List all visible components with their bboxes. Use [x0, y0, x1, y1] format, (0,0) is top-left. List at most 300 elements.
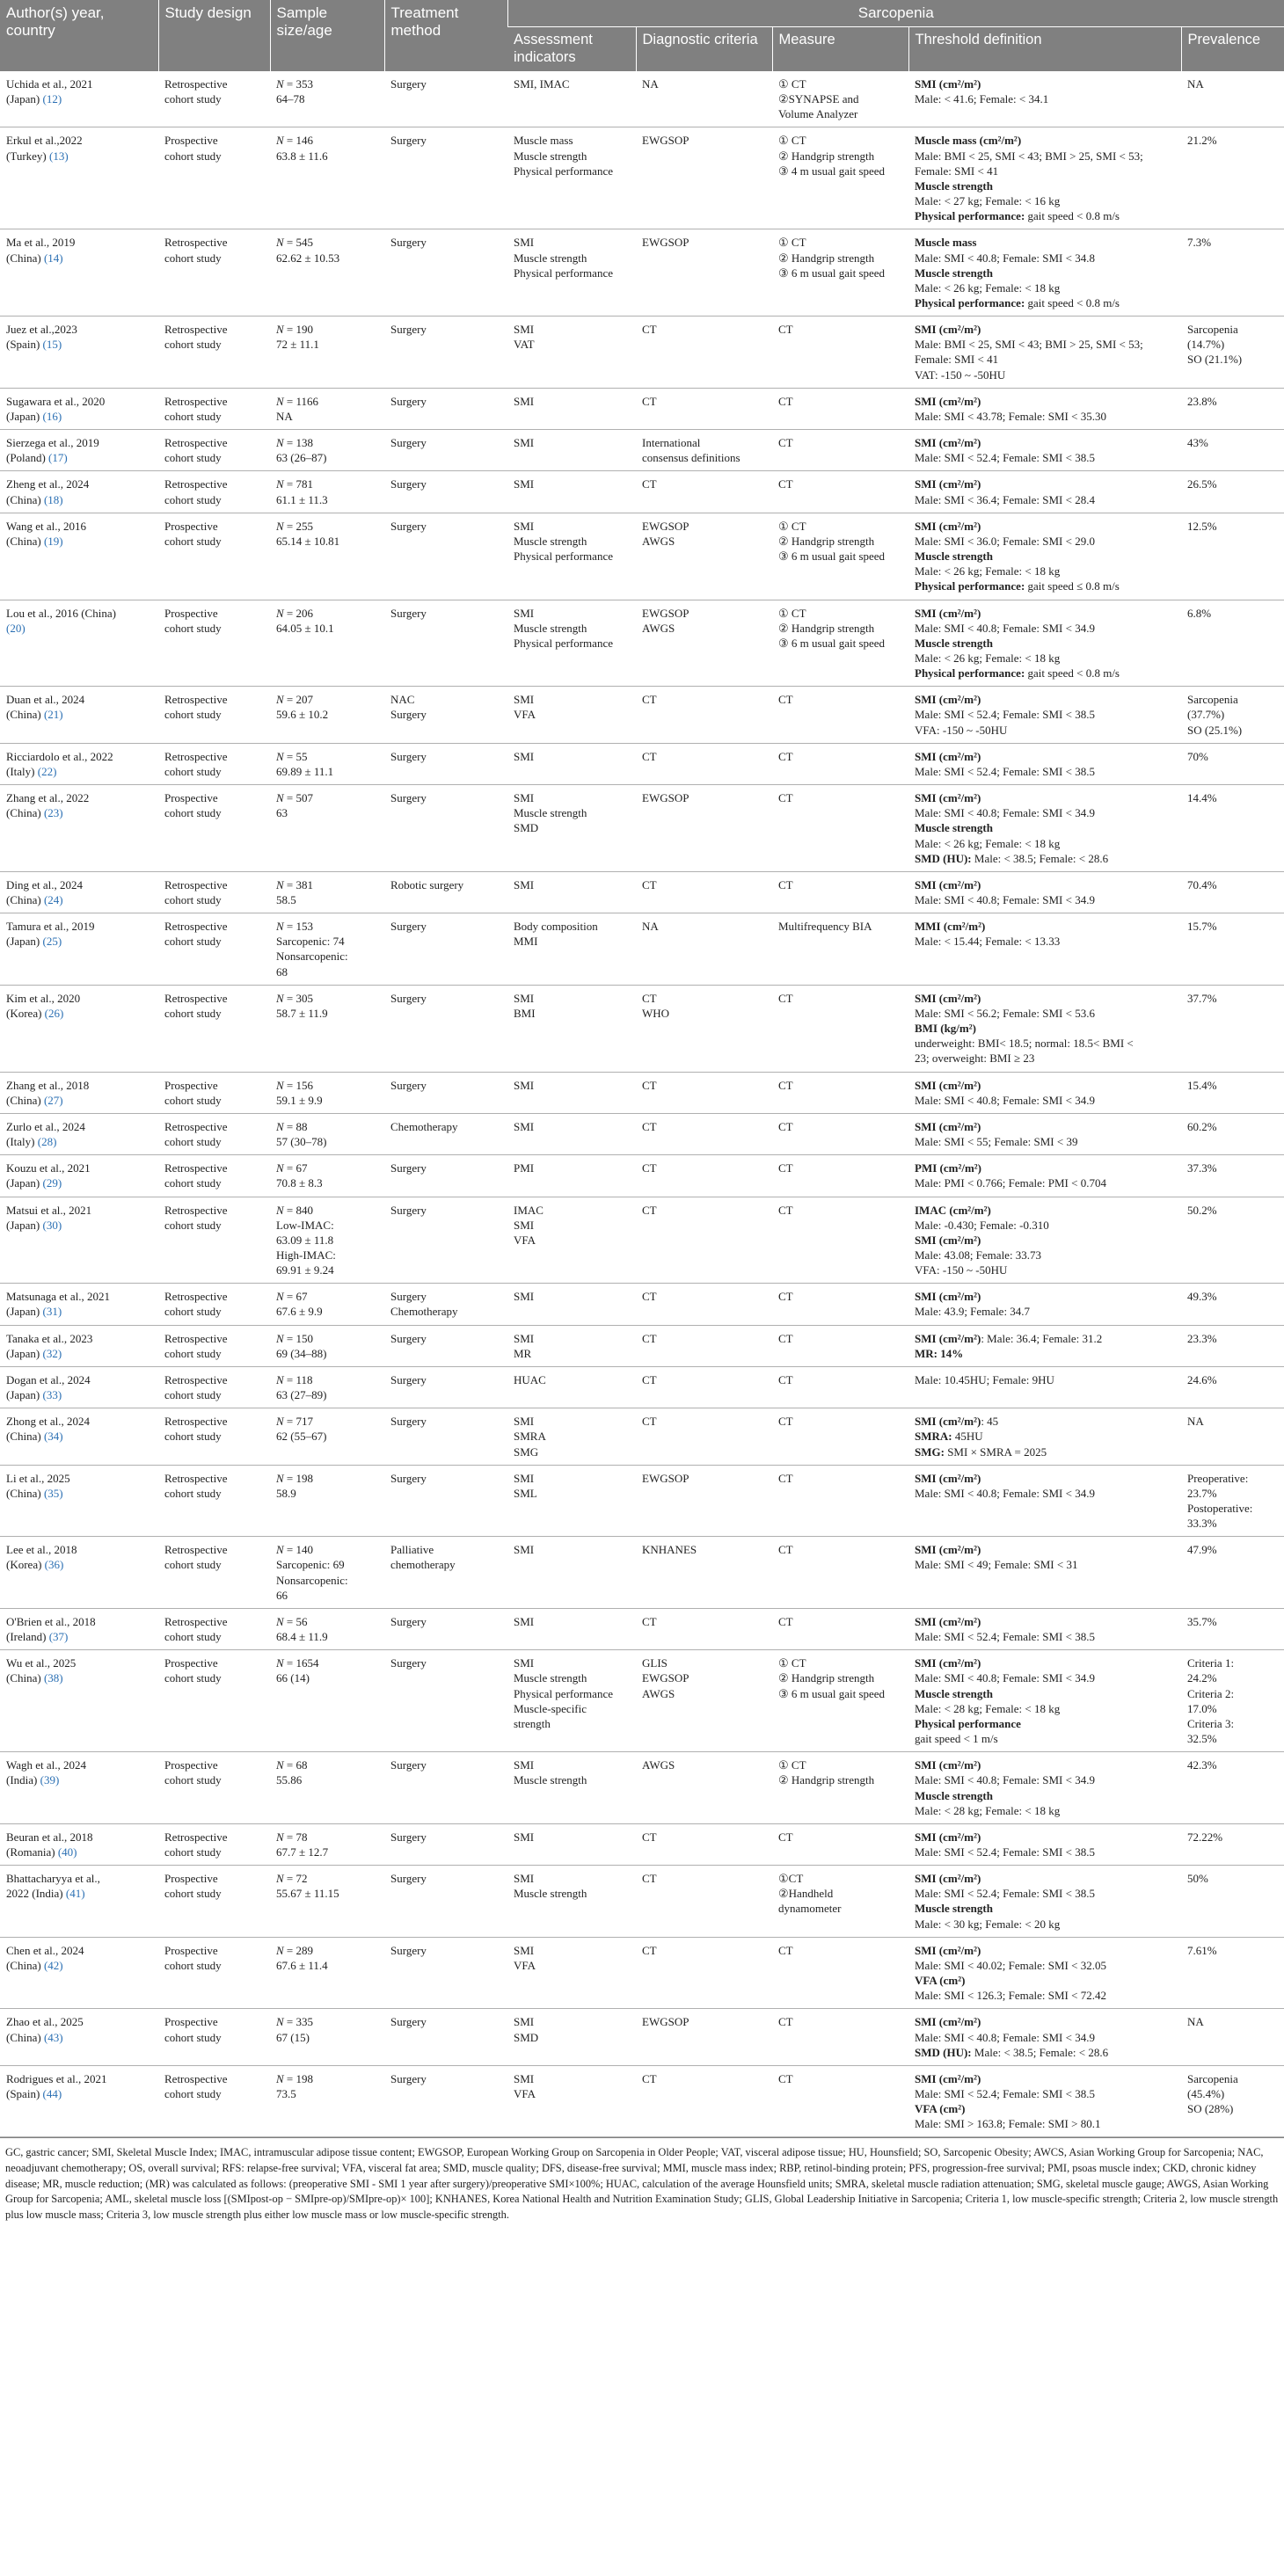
treatment-cell [384, 71, 507, 127]
prevalence-line: Criteria 2: [1187, 1686, 1235, 1700]
measure-line: ① CT [778, 236, 806, 250]
measure-cell [772, 687, 908, 743]
sample-size-line: 67 (15) [276, 2030, 310, 2044]
treatment-cell [384, 1823, 507, 1865]
sample-size-line: N = 840 [276, 1203, 314, 1217]
reference-link[interactable]: (31) [42, 1305, 62, 1319]
reference-link[interactable]: (28) [37, 1135, 57, 1149]
diagnostic-criteria-line: EWGSOP [642, 519, 689, 533]
prevalence-cell [1181, 1366, 1284, 1408]
assessment-indicators-line: Muscle strength [514, 251, 587, 265]
sample-size-line: 55.86 [276, 1773, 303, 1787]
assessment-indicators-line: Muscle strength [514, 1671, 587, 1685]
sample-size-cell [270, 1408, 384, 1465]
prevalence-cell [1181, 471, 1284, 513]
reference-link[interactable]: (20) [6, 621, 26, 635]
treatment-cell [384, 1284, 507, 1325]
sample-n-symbol: N [276, 1078, 284, 1092]
threshold-cell [908, 2065, 1181, 2137]
study-design-cell [158, 1650, 270, 1752]
measure-line: CT [778, 749, 793, 763]
sample-size-cell [270, 71, 384, 127]
threshold-cell [908, 1072, 1181, 1113]
diagnostic-criteria-line: WHO [642, 1006, 670, 1020]
sample-size-line: N = 305 [276, 991, 314, 1005]
treatment-cell [384, 913, 507, 986]
prevalence-cell [1181, 1752, 1284, 1824]
treatment-line: Surgery [390, 2015, 427, 2029]
diagnostic-criteria-cell [636, 2009, 772, 2065]
reference-link[interactable]: (17) [48, 451, 68, 465]
threshold-cell [908, 1113, 1181, 1154]
reference-link[interactable]: (25) [42, 935, 62, 949]
prevalence-cell [1181, 1408, 1284, 1465]
threshold-line [915, 76, 1175, 91]
reference-link[interactable]: (43) [43, 2030, 63, 2044]
table-header [0, 0, 1284, 71]
reference-link[interactable]: (35) [43, 1486, 63, 1500]
prevalence-line: 12.5% [1187, 519, 1217, 533]
threshold-line: Male: SMI < 36.4; Female: SMI < 28.4 [915, 492, 1095, 506]
assessment-indicators-line: VFA [514, 2087, 536, 2101]
treatment-line: Surgery [390, 1290, 427, 1304]
author-line: Wu et al., 2025 [6, 1656, 77, 1670]
assessment-indicators-cell [507, 1608, 636, 1649]
threshold-line: Male: SMI < 52.4; Female: SMI < 38.5 [915, 764, 1095, 778]
threshold-cell [908, 913, 1181, 986]
reference-link[interactable]: (19) [43, 534, 63, 548]
author-line: (Spain) (15) [6, 338, 62, 352]
assessment-indicators-line: Body composition [514, 920, 598, 934]
author-line: Zheng et al., 2024 [6, 477, 90, 491]
prevalence-cell [1181, 1072, 1284, 1113]
threshold-bold: SMI (cm²/m²) [915, 394, 981, 408]
treatment-cell [384, 1937, 507, 2009]
measure-line: CT [778, 1119, 793, 1133]
sample-size-line: N = 140 [276, 1543, 314, 1557]
sample-size-line: N = 67 [276, 1290, 308, 1304]
table-row [0, 2065, 1284, 2137]
measure-line: CT [778, 1290, 793, 1304]
author-line: Erkul et al.,2022 [6, 134, 83, 148]
measure-line: CT [778, 436, 793, 450]
diagnostic-criteria-line: CT [642, 877, 657, 891]
study-design-line: Retrospective [164, 1119, 228, 1133]
threshold-bold: SMI (cm²/m²) [915, 76, 981, 91]
author-line: Zhang et al., 2018 [6, 1078, 90, 1092]
measure-cell [772, 388, 908, 429]
threshold-line [915, 636, 1175, 651]
prevalence-cell [1181, 229, 1284, 317]
threshold-line [915, 1686, 1175, 1701]
prevalence-cell [1181, 1197, 1284, 1284]
threshold-line [915, 1655, 1175, 1670]
measure-cell [772, 1608, 908, 1649]
assessment-indicators-cell [507, 1408, 636, 1465]
prevalence-line: 50% [1187, 1872, 1208, 1886]
threshold-line [915, 1203, 1175, 1218]
author-line: (Ireland) (37) [6, 1630, 69, 1644]
assessment-indicators-cell [507, 1650, 636, 1752]
diagnostic-criteria-cell [636, 743, 772, 784]
diagnostic-criteria-line: CT [642, 1203, 657, 1217]
sample-n-symbol: N [276, 693, 284, 707]
assessment-indicators-cell [507, 71, 636, 127]
diagnostic-criteria-line: NA [642, 920, 659, 934]
diagnostic-criteria-cell [636, 1197, 772, 1284]
reference-link[interactable]: (27) [43, 1093, 63, 1107]
threshold-line: VFA: -150 ~ -50HU [915, 723, 1008, 737]
author-line: Matsui et al., 2021 [6, 1203, 92, 1217]
prevalence-cell [1181, 871, 1284, 913]
author-line: (Romania) (40) [6, 1845, 77, 1859]
treatment-cell [384, 1537, 507, 1609]
sample-size-cell [270, 743, 384, 784]
sample-n-symbol: N [276, 791, 284, 805]
study-design-line: Retrospective [164, 1331, 228, 1345]
assessment-indicators-line: SMI [514, 991, 535, 1005]
assessment-indicators-cell [507, 743, 636, 784]
reference-link[interactable]: (16) [42, 409, 62, 423]
author-line: (Poland) (17) [6, 451, 68, 465]
prevalence-line: NA [1187, 1415, 1204, 1429]
study-design-line: cohort study [164, 1176, 222, 1190]
author-cell [0, 1608, 158, 1649]
assessment-indicators-line: SMI, IMAC [514, 76, 570, 91]
author-cell [0, 317, 158, 389]
reference-link[interactable]: (33) [42, 1388, 62, 1402]
header-diagnostic-criteria: Diagnostic criteria [636, 27, 772, 71]
reference-link[interactable]: (23) [43, 806, 63, 820]
prevalence-cell [1181, 1465, 1284, 1537]
threshold-bold: SMI (cm²/m²) [915, 2071, 981, 2085]
diagnostic-criteria-cell [636, 1155, 772, 1197]
author-line: (China) (35) [6, 1486, 63, 1500]
reference-link[interactable]: (29) [42, 1176, 62, 1190]
reference-link[interactable]: (24) [43, 893, 63, 907]
prevalence-cell [1181, 1608, 1284, 1649]
diagnostic-criteria-cell [636, 1650, 772, 1752]
author-line: Sugawara et al., 2020 [6, 394, 106, 408]
sample-n-symbol: N [276, 436, 284, 450]
assessment-indicators-line: SMI [514, 2015, 535, 2029]
prevalence-line: NA [1187, 76, 1204, 91]
reference-link[interactable]: (14) [43, 251, 63, 265]
reference-link[interactable]: (21) [43, 708, 63, 722]
reference-link[interactable]: (30) [42, 1218, 62, 1232]
study-design-cell [158, 985, 270, 1072]
sample-size-line: 70.8 ± 8.3 [276, 1176, 323, 1190]
table-row [0, 1408, 1284, 1465]
study-design-cell [158, 388, 270, 429]
sample-size-line: 63 (26–87) [276, 451, 327, 465]
reference-link[interactable]: (40) [57, 1845, 77, 1859]
study-design-cell [158, 1325, 270, 1366]
measure-line: CT [778, 1543, 793, 1557]
sample-size-line: N = 781 [276, 477, 314, 491]
assessment-indicators-cell [507, 1325, 636, 1366]
diagnostic-criteria-line: CT [642, 749, 657, 763]
reference-link[interactable]: (22) [37, 764, 57, 778]
assessment-indicators-cell [507, 1284, 636, 1325]
prevalence-cell [1181, 985, 1284, 1072]
treatment-line: Surgery [390, 1372, 427, 1386]
measure-line: ① CT [778, 606, 806, 620]
sample-n-symbol: N [276, 1331, 284, 1345]
treatment-line: Surgery [390, 323, 427, 337]
study-design-cell [158, 2009, 270, 2065]
sample-size-line: 58.5 [276, 893, 296, 907]
treatment-line: Surgery [390, 1758, 427, 1772]
sample-n-symbol: N [276, 134, 284, 148]
author-line: (China) (24) [6, 893, 63, 907]
study-design-line: Prospective [164, 1656, 218, 1670]
threshold-line: Male: SMI < 56.2; Female: SMI < 53.6 [915, 1006, 1095, 1020]
prevalence-line: 14.4% [1187, 791, 1217, 805]
author-line: Lee et al., 2018 [6, 1543, 77, 1557]
sample-n-symbol: N [276, 606, 284, 620]
measure-line: CT [778, 1203, 793, 1217]
threshold-line: gait speed < 1 m/s [915, 1732, 998, 1746]
threshold-line: Female: SMI < 41 [915, 353, 999, 367]
measure-cell [772, 1823, 908, 1865]
sample-size-line: 67.6 ± 9.9 [276, 1305, 323, 1319]
measure-cell [772, 1866, 908, 1938]
threshold-line: Male: SMI < 52.4; Female: SMI < 38.5 [915, 708, 1095, 722]
sample-size-line: 66 (14) [276, 1671, 310, 1685]
sample-size-line: N = 507 [276, 791, 314, 805]
diagnostic-criteria-cell [636, 1113, 772, 1154]
threshold-line: Male: 10.45HU; Female: 9HU [915, 1372, 1054, 1386]
sample-size-line: N = 289 [276, 1943, 314, 1957]
sample-size-line: 63.09 ± 11.8 [276, 1233, 334, 1247]
threshold-line [915, 519, 1175, 534]
study-design-line: Prospective [164, 791, 218, 805]
prevalence-cell [1181, 2009, 1284, 2065]
threshold-line: SMG: SMI × SMRA = 2025 [915, 1444, 1047, 1459]
prevalence-line: NA [1187, 2015, 1204, 2029]
threshold-line [915, 991, 1175, 1006]
assessment-indicators-cell [507, 229, 636, 317]
author-cell [0, 1866, 158, 1938]
diagnostic-criteria-line: AWGS [642, 621, 675, 635]
prevalence-line: 6.8% [1187, 606, 1212, 620]
author-line: Kim et al., 2020 [6, 991, 81, 1005]
sample-size-cell [270, 1325, 384, 1366]
sample-n-symbol: N [276, 323, 284, 337]
study-design-line: cohort study [164, 409, 222, 423]
study-design-line: Retrospective [164, 1415, 228, 1429]
threshold-cell [908, 388, 1181, 429]
author-line: Ding et al., 2024 [6, 877, 84, 891]
diagnostic-criteria-cell [636, 127, 772, 229]
study-design-line: Prospective [164, 1078, 218, 1092]
diagnostic-criteria-cell [636, 985, 772, 1072]
study-design-line: Retrospective [164, 693, 228, 707]
study-design-line: cohort study [164, 935, 222, 949]
sample-n-symbol: N [276, 2015, 284, 2029]
study-design-line: Retrospective [164, 477, 228, 491]
threshold-line [915, 178, 1175, 193]
measure-cell [772, 1465, 908, 1537]
threshold-cell [908, 1197, 1181, 1284]
measure-cell [772, 785, 908, 872]
diagnostic-criteria-line: CT [642, 1078, 657, 1092]
threshold-cell [908, 1937, 1181, 2009]
author-cell [0, 1325, 158, 1366]
table-row [0, 985, 1284, 1072]
reference-link[interactable]: (38) [43, 1671, 63, 1685]
header-assessment-indicators: Assessment indicators [507, 27, 636, 71]
threshold-line: Male: SMI < 40.8; Female: SMI < 34.9 [915, 806, 1095, 820]
prevalence-line: (37.7%) [1187, 708, 1225, 722]
sample-n-symbol: N [276, 1119, 284, 1133]
reference-link[interactable]: (44) [42, 2087, 62, 2101]
measure-line: CT [778, 323, 793, 337]
threshold-line [915, 1346, 1175, 1361]
table-row [0, 1197, 1284, 1284]
assessment-indicators-cell [507, 2065, 636, 2137]
reference-link[interactable]: (37) [48, 1630, 69, 1644]
threshold-cell [908, 785, 1181, 872]
threshold-bold: Muscle strength [915, 1686, 993, 1700]
sample-size-line: 69.91 ± 9.24 [276, 1263, 334, 1277]
threshold-line: Male: < 27 kg; Female: < 16 kg [915, 194, 1061, 208]
measure-cell [772, 600, 908, 687]
threshold-cell [908, 430, 1181, 471]
treatment-line: Robotic surgery [390, 877, 464, 891]
reference-link[interactable]: (13) [49, 149, 69, 163]
sample-n-symbol: N [276, 477, 284, 491]
threshold-line: Female: SMI < 41 [915, 164, 999, 178]
measure-line: ③ 6 m usual gait speed [778, 266, 886, 280]
author-line: 2022 (India) (41) [6, 1887, 85, 1901]
diagnostic-criteria-cell [636, 317, 772, 389]
study-design-cell [158, 785, 270, 872]
study-design-line: cohort study [164, 2087, 222, 2101]
diagnostic-criteria-cell [636, 229, 772, 317]
threshold-line [915, 692, 1175, 707]
threshold-line: Physical performance: gait speed < 0.8 m/s [915, 209, 1120, 223]
study-design-line: Retrospective [164, 1471, 228, 1485]
diagnostic-criteria-line: consensus definitions [642, 451, 740, 465]
sample-size-cell [270, 1608, 384, 1649]
sample-size-line: N = 198 [276, 2071, 314, 2085]
assessment-indicators-line: Physical performance [514, 164, 613, 178]
author-line: Ma et al., 2019 [6, 236, 76, 250]
threshold-line [915, 1716, 1175, 1731]
measure-cell [772, 127, 908, 229]
reference-link[interactable]: (36) [44, 1558, 64, 1572]
reference-link[interactable]: (39) [40, 1773, 60, 1787]
prevalence-cell [1181, 743, 1284, 784]
author-line: (Korea) (26) [6, 1006, 64, 1020]
sample-size-line: 58.9 [276, 1486, 296, 1500]
table-row [0, 1325, 1284, 1366]
sample-size-line: 67.7 ± 12.7 [276, 1845, 329, 1859]
sample-n-symbol: N [276, 1203, 284, 1217]
treatment-line: NAC [390, 693, 415, 707]
author-line [6, 621, 152, 636]
sample-size-line: 63.8 ± 11.6 [276, 149, 328, 163]
assessment-indicators-line: SMI [514, 606, 535, 620]
measure-cell [772, 513, 908, 600]
reference-link[interactable]: (34) [43, 1430, 63, 1444]
assessment-indicators-line: SMI [514, 2071, 535, 2085]
assessment-indicators-cell [507, 1072, 636, 1113]
diagnostic-criteria-cell [636, 1937, 772, 2009]
treatment-cell [384, 1325, 507, 1366]
author-cell [0, 600, 158, 687]
threshold-line: SMRA: 45HU [915, 1430, 983, 1444]
reference-link[interactable]: (26) [44, 1006, 64, 1020]
sample-n-symbol: N [276, 920, 284, 934]
header-measure: Measure [772, 27, 908, 71]
header-author: Author(s) year, country [0, 0, 158, 71]
treatment-cell [384, 317, 507, 389]
reference-link[interactable]: (42) [43, 1958, 63, 1972]
threshold-cell [908, 871, 1181, 913]
author-cell [0, 1155, 158, 1197]
prevalence-line: 15.7% [1187, 920, 1217, 934]
reference-link[interactable]: (41) [65, 1887, 85, 1901]
sample-size-line: N = 717 [276, 1415, 314, 1429]
threshold-line [915, 1614, 1175, 1629]
study-design-line: Retrospective [164, 877, 228, 891]
diagnostic-criteria-cell [636, 71, 772, 127]
measure-line: ①CT [778, 1872, 804, 1886]
sample-size-line: High-IMAC: [276, 1248, 336, 1262]
reference-link[interactable]: (32) [42, 1346, 62, 1360]
author-cell [0, 985, 158, 1072]
author-line: (Turkey) (13) [6, 149, 69, 163]
threshold-line: SMI (cm²/m²): 45 [915, 1415, 999, 1429]
diagnostic-criteria-line: AWGS [642, 1686, 675, 1700]
reference-link[interactable]: (15) [42, 338, 62, 352]
reference-link[interactable]: (18) [43, 492, 63, 506]
measure-cell [772, 913, 908, 986]
diagnostic-criteria-cell [636, 1866, 772, 1938]
treatment-line: Surgery [390, 1078, 427, 1092]
author-line: (Japan) (31) [6, 1305, 62, 1319]
study-design-line: Retrospective [164, 1543, 228, 1557]
prevalence-line: 32.5% [1187, 1732, 1217, 1746]
reference-link[interactable]: (12) [42, 92, 62, 106]
threshold-bold: Muscle strength [915, 266, 993, 280]
treatment-line: Chemotherapy [390, 1119, 458, 1133]
sample-size-cell [270, 1465, 384, 1537]
diagnostic-criteria-line: EWGSOP [642, 134, 689, 148]
study-design-cell [158, 317, 270, 389]
assessment-indicators-cell [507, 871, 636, 913]
sample-n-symbol: N [276, 519, 284, 533]
threshold-line: Male: SMI < 40.8; Female: SMI < 34.9 [915, 1093, 1095, 1107]
assessment-indicators-cell [507, 1937, 636, 2009]
author-line: Zhao et al., 2025 [6, 2015, 84, 2029]
sample-size-cell [270, 471, 384, 513]
assessment-indicators-line: SMI [514, 1830, 535, 1844]
treatment-cell [384, 1408, 507, 1465]
prevalence-line: (45.4%) [1187, 2087, 1225, 2101]
diagnostic-criteria-line: GLIS [642, 1656, 668, 1670]
table-row [0, 1937, 1284, 2009]
measure-line: ② Handgrip strength [778, 621, 875, 635]
study-design-line: Prospective [164, 134, 218, 148]
treatment-line: Chemotherapy [390, 1305, 458, 1319]
threshold-line [915, 1973, 1175, 1988]
treatment-line: Surgery [390, 477, 427, 491]
sample-size-line: N = 190 [276, 323, 314, 337]
